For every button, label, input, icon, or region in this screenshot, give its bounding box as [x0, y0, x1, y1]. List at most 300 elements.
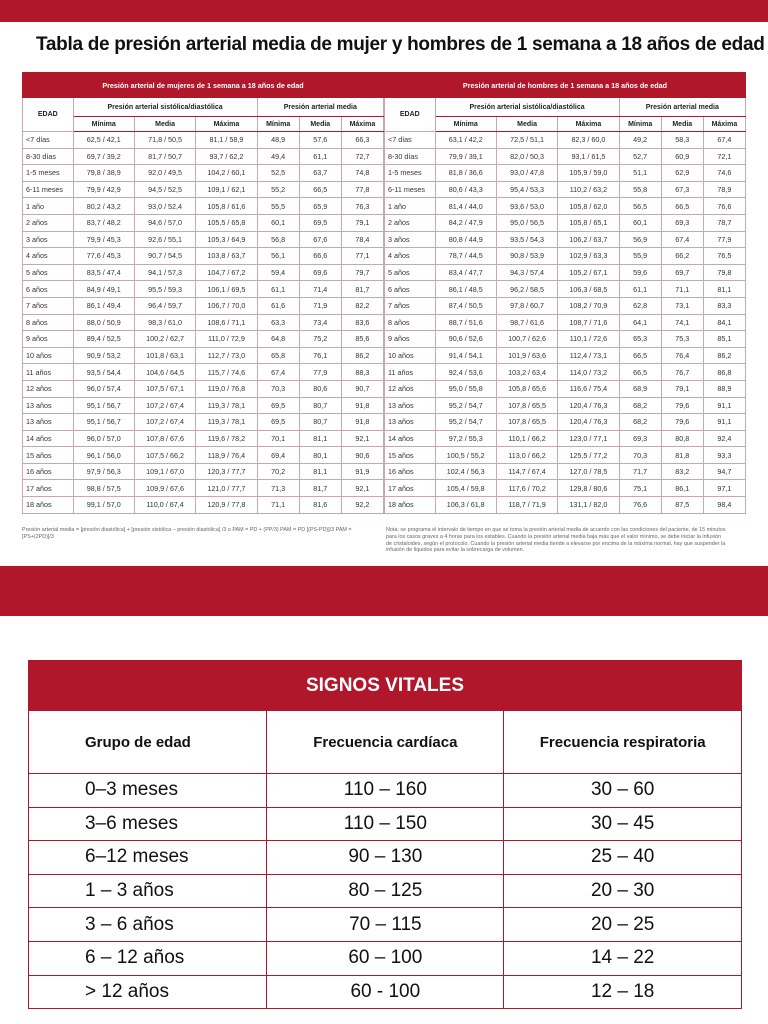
age-cell: 2 años — [23, 214, 74, 231]
table-row — [385, 264, 746, 281]
value-cell: 81,8 / 36,6 — [435, 165, 496, 182]
value-cell: 111,0 / 72,9 — [196, 331, 257, 348]
value-cell: 115,7 / 74,6 — [196, 364, 257, 381]
value-cell: 76,6 — [619, 497, 661, 514]
age-cell: 10 años — [385, 347, 436, 364]
age-cell: <7 días — [23, 132, 74, 149]
heart-rate-cell: 60 – 100 — [267, 941, 504, 975]
sub-header: Media — [496, 117, 557, 132]
age-cell: 8 años — [23, 314, 74, 331]
value-cell: 109,1 / 62,1 — [196, 181, 257, 198]
age-cell: 17 años — [23, 480, 74, 497]
women-table-footnote: Presión arterial media = [presión diastólica] + [presión sistólica – presión diastólica] /3 o PAM = PD + (PP/3) PAM = PD [(PS-PD)]/3 PAM = [PS+(2PD)]/3 — [22, 527, 352, 540]
value-cell: 67,4 — [703, 132, 745, 149]
table-row — [23, 480, 384, 497]
value-cell: 55,8 — [619, 181, 661, 198]
value-cell: 107,2 / 67,4 — [134, 397, 195, 414]
value-cell: 120,9 / 77,8 — [196, 497, 257, 514]
value-cell: 97,1 — [703, 480, 745, 497]
value-cell: 93,5 / 54,3 — [496, 231, 557, 248]
heart-rate-cell: 110 – 150 — [267, 807, 504, 841]
value-cell: 119,0 / 76,8 — [196, 380, 257, 397]
table-row — [23, 331, 384, 348]
value-cell: 76,5 — [703, 248, 745, 265]
value-cell: 119,6 / 78,2 — [196, 430, 257, 447]
value-cell: 101,8 / 63,1 — [134, 347, 195, 364]
value-cell: 85,6 — [341, 331, 383, 348]
value-cell: 61,1 — [257, 281, 299, 298]
value-cell: 97,8 / 60,7 — [496, 297, 557, 314]
value-cell: 94,1 / 57,3 — [134, 264, 195, 281]
table-row — [385, 463, 746, 480]
table-row — [385, 214, 746, 231]
age-cell: 5 años — [23, 264, 74, 281]
value-cell: 76,7 — [661, 364, 703, 381]
value-cell: 57,6 — [299, 132, 341, 149]
page-title: Tabla de presión arterial media de mujer y hombres de 1 semana a 18 años de edad — [36, 34, 765, 55]
value-cell: 80,6 / 43,3 — [435, 181, 496, 198]
value-cell: 48,9 — [257, 132, 299, 149]
age-cell: 13 años — [23, 414, 74, 431]
value-cell: 94,7 — [703, 463, 745, 480]
value-cell: 86,1 — [661, 480, 703, 497]
age-header: EDAD — [385, 98, 436, 132]
age-cell: 12 años — [385, 380, 436, 397]
value-cell: 68,2 — [619, 397, 661, 414]
age-cell: <7 días — [385, 132, 436, 149]
value-cell: 77,1 — [341, 248, 383, 265]
table-row — [385, 231, 746, 248]
value-cell: 60,1 — [257, 214, 299, 231]
heart-rate-cell: 70 – 115 — [267, 908, 504, 942]
value-cell: 96,2 / 58,5 — [496, 281, 557, 298]
vital-signs-grid — [29, 711, 741, 1008]
value-cell: 76,4 — [661, 347, 703, 364]
value-cell: 107,8 / 65,5 — [496, 414, 557, 431]
value-cell: 88,0 / 50,9 — [73, 314, 134, 331]
value-cell: 59,6 — [619, 264, 661, 281]
sub-header: Mínima — [257, 117, 299, 132]
value-cell: 67,4 — [257, 364, 299, 381]
value-cell: 97,2 / 55,3 — [435, 430, 496, 447]
table-row — [385, 297, 746, 314]
value-cell: 81,1 / 58,9 — [196, 132, 257, 149]
value-cell: 52,7 — [619, 148, 661, 165]
value-cell: 87,5 — [661, 497, 703, 514]
age-cell: 16 años — [23, 463, 74, 480]
value-cell: 71,3 — [257, 480, 299, 497]
value-cell: 49,2 — [619, 132, 661, 149]
value-cell: 93,6 / 53,0 — [496, 198, 557, 215]
value-cell: 73,4 — [299, 314, 341, 331]
table-row — [23, 264, 384, 281]
value-cell: 84,9 / 49,1 — [73, 281, 134, 298]
age-group-cell: 6 – 12 años — [29, 941, 267, 975]
age-cell: 9 años — [385, 331, 436, 348]
value-cell: 94,3 / 57,4 — [496, 264, 557, 281]
sub-header: Máxima — [558, 117, 619, 132]
value-cell: 64,1 — [619, 314, 661, 331]
table-row — [29, 774, 741, 808]
respiratory-rate-cell: 30 – 60 — [504, 774, 741, 808]
table-row — [385, 132, 746, 149]
value-cell: 71,9 — [299, 297, 341, 314]
respiratory-rate-cell: 14 – 22 — [504, 941, 741, 975]
mean-group-header: Presión arterial media — [619, 98, 745, 117]
table-row — [385, 430, 746, 447]
table-row — [23, 364, 384, 381]
systolic-group-header: Presión arterial sistólica/diastólica — [435, 98, 619, 117]
value-cell: 119,3 / 78,1 — [196, 397, 257, 414]
value-cell: 103,2 / 63,4 — [496, 364, 557, 381]
value-cell: 68,9 — [619, 380, 661, 397]
value-cell: 65,8 — [257, 347, 299, 364]
value-cell: 86,8 — [703, 364, 745, 381]
value-cell: 110,1 / 72,6 — [558, 331, 619, 348]
value-cell: 90,7 / 54,5 — [134, 248, 195, 265]
value-cell: 81,1 — [299, 430, 341, 447]
value-cell: 117,6 / 70,2 — [496, 480, 557, 497]
value-cell: 69,7 / 39,2 — [73, 148, 134, 165]
value-cell: 76,6 — [703, 198, 745, 215]
value-cell: 93,1 / 61,5 — [558, 148, 619, 165]
value-cell: 121,0 / 77,7 — [196, 480, 257, 497]
men-table — [384, 72, 746, 514]
table-row — [23, 248, 384, 265]
age-cell: 1-5 meses — [385, 165, 436, 182]
value-cell: 79,9 / 45,3 — [73, 231, 134, 248]
value-cell: 81,7 — [299, 480, 341, 497]
value-cell: 103,8 / 63,7 — [196, 248, 257, 265]
age-cell: 18 años — [23, 497, 74, 514]
value-cell: 69,7 — [661, 264, 703, 281]
value-cell: 74,1 — [661, 314, 703, 331]
table-row — [385, 248, 746, 265]
age-cell: 14 años — [23, 430, 74, 447]
value-cell: 55,5 — [257, 198, 299, 215]
age-cell: 17 años — [385, 480, 436, 497]
value-cell: 105,8 / 65,6 — [496, 380, 557, 397]
age-group-cell: 3 – 6 años — [29, 908, 267, 942]
value-cell: 120,4 / 76,3 — [558, 414, 619, 431]
value-cell: 97,9 / 56,3 — [73, 463, 134, 480]
value-cell: 104,2 / 60,1 — [196, 165, 257, 182]
value-cell: 60,9 — [661, 148, 703, 165]
sub-header: Media — [134, 117, 195, 132]
value-cell: 120,4 / 76,3 — [558, 397, 619, 414]
value-cell: 81,1 — [703, 281, 745, 298]
value-cell: 93,3 — [703, 447, 745, 464]
value-cell: 69,3 — [619, 430, 661, 447]
value-cell: 91,8 — [341, 397, 383, 414]
value-cell: 89,4 / 52,5 — [73, 331, 134, 348]
value-cell: 71,1 — [257, 497, 299, 514]
value-cell: 68,2 — [619, 414, 661, 431]
value-cell: 76,3 — [341, 198, 383, 215]
age-cell: 3 años — [385, 231, 436, 248]
value-cell: 49,4 — [257, 148, 299, 165]
value-cell: 120,3 / 77,7 — [196, 463, 257, 480]
value-cell: 77,8 — [341, 181, 383, 198]
value-cell: 79,8 / 38,9 — [73, 165, 134, 182]
men-table-footnote: Nota: se programa el intervalo de tiempo en que se toma la presión arterial media de acuerdo con las condiciones del paciente, de 15 minutos para los casos graves a 4 horas para los estables. Cuando la presión arterial media baja más que el valor mínimo, se debe iniciar la infusión de cristaloides, según el protocolo. Cuando la presión arterial media tiende a elevarse por encima de la máxima normal, hay que suspender la infusión de líquidos para evitar la sobrecarga de volumen. — [386, 527, 726, 554]
respiratory-rate-cell: 20 – 30 — [504, 874, 741, 908]
value-cell: 107,5 / 66,2 — [134, 447, 195, 464]
value-cell: 80,6 — [299, 380, 341, 397]
table-row — [385, 380, 746, 397]
value-cell: 100,2 / 62,7 — [134, 331, 195, 348]
value-cell: 95,1 / 56,7 — [73, 397, 134, 414]
value-cell: 90,8 / 53,9 — [496, 248, 557, 265]
age-cell: 15 años — [385, 447, 436, 464]
value-cell: 131,1 / 82,0 — [558, 497, 619, 514]
value-cell: 61,6 — [257, 297, 299, 314]
value-cell: 110,1 / 66,2 — [496, 430, 557, 447]
table-row — [23, 181, 384, 198]
value-cell: 75,3 — [661, 331, 703, 348]
value-cell: 52,5 — [257, 165, 299, 182]
table-row — [385, 480, 746, 497]
value-cell: 67,4 — [661, 231, 703, 248]
value-cell: 61,1 — [619, 281, 661, 298]
value-cell: 75,2 — [299, 331, 341, 348]
value-cell: 66,5 — [299, 181, 341, 198]
value-cell: 79,6 — [661, 414, 703, 431]
value-cell: 107,5 / 67,1 — [134, 380, 195, 397]
value-cell: 71,7 — [619, 463, 661, 480]
age-cell: 6 años — [23, 281, 74, 298]
table-row — [385, 281, 746, 298]
table-row — [385, 447, 746, 464]
value-cell: 64,8 — [257, 331, 299, 348]
value-cell: 109,1 / 67,0 — [134, 463, 195, 480]
value-cell: 70,3 — [257, 380, 299, 397]
value-cell: 95,1 / 56,7 — [73, 414, 134, 431]
men-table-caption: Presión arterial de hombres de 1 semana a 18 años de edad — [385, 73, 746, 98]
value-cell: 84,1 — [703, 314, 745, 331]
value-cell: 104,7 / 67,2 — [196, 264, 257, 281]
value-cell: 86,1 / 48,5 — [435, 281, 496, 298]
value-cell: 109,9 / 67,6 — [134, 480, 195, 497]
value-cell: 106,1 / 69,5 — [196, 281, 257, 298]
value-cell: 93,0 / 52,4 — [134, 198, 195, 215]
heart-rate-cell: 60 - 100 — [267, 975, 504, 1008]
respiratory-rate-header: Frecuencia respiratoria — [504, 711, 741, 774]
value-cell: 92,6 / 55,1 — [134, 231, 195, 248]
table-row — [29, 841, 741, 875]
men-blood-pressure-table — [384, 72, 746, 514]
age-cell: 8 años — [385, 314, 436, 331]
value-cell: 65,3 — [619, 331, 661, 348]
value-cell: 92,4 — [703, 430, 745, 447]
value-cell: 77,6 / 45,3 — [73, 248, 134, 265]
sub-header: Mínima — [73, 117, 134, 132]
value-cell: 51,1 — [619, 165, 661, 182]
value-cell: 69,6 — [299, 264, 341, 281]
value-cell: 66,5 — [619, 347, 661, 364]
value-cell: 83,4 / 47,7 — [435, 264, 496, 281]
table-row — [23, 198, 384, 215]
value-cell: 66,5 — [619, 364, 661, 381]
value-cell: 92,1 — [341, 480, 383, 497]
value-cell: 67,6 — [299, 231, 341, 248]
value-cell: 105,8 / 65,1 — [558, 214, 619, 231]
value-cell: 62,5 / 42,1 — [73, 132, 134, 149]
value-cell: 58,3 — [661, 132, 703, 149]
value-cell: 83,6 — [341, 314, 383, 331]
value-cell: 107,2 / 67,4 — [134, 414, 195, 431]
table-row — [385, 331, 746, 348]
value-cell: 79,7 — [341, 264, 383, 281]
table-row — [385, 314, 746, 331]
value-cell: 74,8 — [341, 165, 383, 182]
value-cell: 125,5 / 77,2 — [558, 447, 619, 464]
value-cell: 91,8 — [341, 414, 383, 431]
value-cell: 88,7 / 51,6 — [435, 314, 496, 331]
value-cell: 123,0 / 77,1 — [558, 430, 619, 447]
value-cell: 95,2 / 54,7 — [435, 414, 496, 431]
value-cell: 93,0 / 47,8 — [496, 165, 557, 182]
value-cell: 72,5 / 51,1 — [496, 132, 557, 149]
age-cell: 3 años — [23, 231, 74, 248]
value-cell: 98,7 / 61,6 — [496, 314, 557, 331]
table-row — [23, 497, 384, 514]
sub-header: Máxima — [703, 117, 745, 132]
age-cell: 1-5 meses — [23, 165, 74, 182]
value-cell: 80,7 — [299, 414, 341, 431]
age-cell: 6-11 meses — [23, 181, 74, 198]
value-cell: 55,9 — [619, 248, 661, 265]
value-cell: 96,1 / 56,0 — [73, 447, 134, 464]
value-cell: 66,3 — [341, 132, 383, 149]
women-table — [22, 72, 384, 514]
value-cell: 66,2 — [661, 248, 703, 265]
value-cell: 95,5 / 59,3 — [134, 281, 195, 298]
value-cell: 81,6 — [299, 497, 341, 514]
heart-rate-cell: 110 – 160 — [267, 774, 504, 808]
value-cell: 67,3 — [661, 181, 703, 198]
value-cell: 61,1 — [299, 148, 341, 165]
value-cell: 84,2 / 47,9 — [435, 214, 496, 231]
value-cell: 83,5 / 47,4 — [73, 264, 134, 281]
value-cell: 105,5 / 65,8 — [196, 214, 257, 231]
table-row — [385, 165, 746, 182]
value-cell: 79,1 — [661, 380, 703, 397]
value-cell: 91,1 — [703, 414, 745, 431]
value-cell: 92,1 — [341, 430, 383, 447]
value-cell: 56,9 — [619, 231, 661, 248]
value-cell: 76,1 — [299, 347, 341, 364]
table-row — [23, 281, 384, 298]
table-row — [23, 347, 384, 364]
value-cell: 105,9 / 59,0 — [558, 165, 619, 182]
value-cell: 83,3 — [703, 297, 745, 314]
age-cell: 4 años — [385, 248, 436, 265]
value-cell: 86,2 — [341, 347, 383, 364]
heart-rate-cell: 90 – 130 — [267, 841, 504, 875]
age-header: EDAD — [23, 98, 74, 132]
value-cell: 96,0 / 57,0 — [73, 430, 134, 447]
age-group-cell: 1 – 3 años — [29, 874, 267, 908]
value-cell: 72,7 — [341, 148, 383, 165]
value-cell: 78,4 — [341, 231, 383, 248]
value-cell: 118,9 / 76,4 — [196, 447, 257, 464]
sub-header: Máxima — [196, 117, 257, 132]
heart-rate-cell: 80 – 125 — [267, 874, 504, 908]
value-cell: 129,8 / 80,6 — [558, 480, 619, 497]
age-cell: 7 años — [23, 297, 74, 314]
sub-header: Media — [661, 117, 703, 132]
value-cell: 81,4 / 44,0 — [435, 198, 496, 215]
age-cell: 6 años — [385, 281, 436, 298]
table-row — [23, 314, 384, 331]
value-cell: 108,7 / 71,6 — [558, 314, 619, 331]
value-cell: 105,8 / 62,0 — [558, 198, 619, 215]
value-cell: 69,5 — [257, 397, 299, 414]
table-row — [385, 347, 746, 364]
value-cell: 102,9 / 63,3 — [558, 248, 619, 265]
value-cell: 88,9 — [703, 380, 745, 397]
value-cell: 101,9 / 63,6 — [496, 347, 557, 364]
value-cell: 105,4 / 59,8 — [435, 480, 496, 497]
table-row — [385, 198, 746, 215]
table-row — [385, 364, 746, 381]
value-cell: 90,6 / 52,6 — [435, 331, 496, 348]
age-cell: 16 años — [385, 463, 436, 480]
value-cell: 108,6 / 71,1 — [196, 314, 257, 331]
value-cell: 56,1 — [257, 248, 299, 265]
value-cell: 95,0 / 56,5 — [496, 214, 557, 231]
value-cell: 91,4 / 54,1 — [435, 347, 496, 364]
value-cell: 72,1 — [703, 148, 745, 165]
sub-header: Máxima — [341, 117, 383, 132]
value-cell: 105,3 / 64,9 — [196, 231, 257, 248]
value-cell: 86,2 — [703, 347, 745, 364]
value-cell: 95,0 / 55,8 — [435, 380, 496, 397]
value-cell: 80,2 / 43,2 — [73, 198, 134, 215]
value-cell: 110,0 / 67,4 — [134, 497, 195, 514]
age-cell: 2 años — [385, 214, 436, 231]
value-cell: 106,7 / 70,0 — [196, 297, 257, 314]
systolic-group-header: Presión arterial sistólica/diastólica — [73, 98, 257, 117]
vital-signs-table — [28, 660, 742, 1009]
value-cell: 63,3 — [257, 314, 299, 331]
value-cell: 100,5 / 55,2 — [435, 447, 496, 464]
age-cell: 4 años — [23, 248, 74, 265]
age-group-cell: 6–12 meses — [29, 841, 267, 875]
value-cell: 118,7 / 71,9 — [496, 497, 557, 514]
sub-header: Mínima — [435, 117, 496, 132]
value-cell: 92,4 / 53,6 — [435, 364, 496, 381]
table-row — [23, 297, 384, 314]
value-cell: 56,5 — [619, 198, 661, 215]
value-cell: 114,0 / 73,2 — [558, 364, 619, 381]
respiratory-rate-cell: 30 – 45 — [504, 807, 741, 841]
value-cell: 87,4 / 50,5 — [435, 297, 496, 314]
value-cell: 106,3 / 68,5 — [558, 281, 619, 298]
value-cell: 69,5 — [299, 214, 341, 231]
table-row — [23, 430, 384, 447]
table-row — [23, 231, 384, 248]
table-row — [23, 214, 384, 231]
value-cell: 78,7 / 44,5 — [435, 248, 496, 265]
respiratory-rate-cell: 20 – 25 — [504, 908, 741, 942]
value-cell: 81,1 — [299, 463, 341, 480]
table-row — [23, 132, 384, 149]
value-cell: 95,4 / 53,3 — [496, 181, 557, 198]
value-cell: 62,8 — [619, 297, 661, 314]
table-row — [385, 497, 746, 514]
